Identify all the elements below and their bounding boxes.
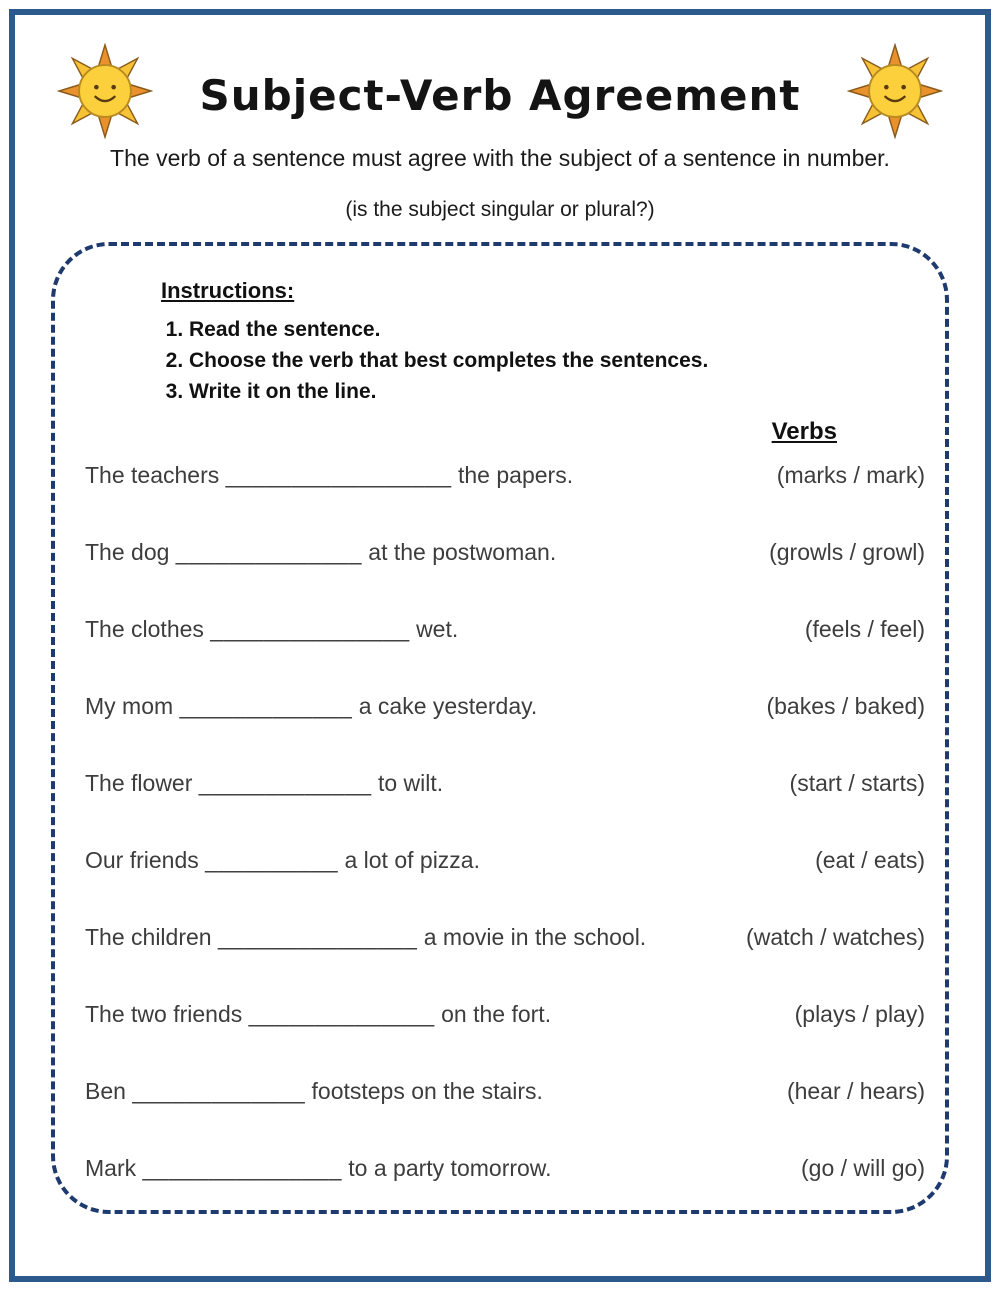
verb-options: (start / starts) [789,770,925,796]
exercise-row [85,537,925,567]
instruction-step: 1. Read the sentence. [189,318,929,342]
instruction-step: 2. Choose the verb that best completes the sentences. [189,349,929,373]
sentence-before: The flower [85,770,193,796]
question-text: (is the subject singular or plural?) [345,198,655,221]
sentence [85,691,537,721]
verb-options: (go / will go) [801,1155,925,1181]
exercise-list [71,460,929,1183]
answer-blank[interactable]: _______________ [217,924,418,950]
answer-blank[interactable]: ______________ [248,1001,435,1027]
exercise-row [85,460,925,490]
exercise-row [85,1076,925,1106]
page-title: Subject-Verb Agreement [199,70,801,120]
exercise-row [85,768,925,798]
exercise-row [85,845,925,875]
sentence [85,845,480,875]
verb-options: (feels / feel) [804,616,925,642]
sentence-before: Ben [85,1078,126,1104]
sentence-after: to a party tomorrow. [348,1155,552,1181]
answer-blank[interactable]: _______________ [210,616,410,642]
sentence-before: The children [85,924,212,950]
sentence-after: the papers. [458,462,574,488]
sentence [85,460,573,490]
instructions-list [161,318,929,404]
exercise-row [85,614,925,644]
sentence-after: a lot of pizza. [344,847,480,873]
worksheet-box [51,242,949,1214]
sentence [85,537,556,567]
sentence-after: on the fort. [441,1001,552,1027]
worksheet-page [9,9,991,1282]
answer-blank[interactable]: ______________ [175,539,362,565]
sun-icon [847,43,943,139]
verb-options: (growls / growl) [769,539,925,565]
sentence-before: My mom [85,693,174,719]
exercise-row [85,1153,925,1183]
sentence-after: wet. [416,616,459,642]
answer-blank[interactable]: _______________ [142,1155,342,1181]
answer-blank[interactable]: _____________ [179,693,353,719]
verb-options: (eat / eats) [815,847,925,873]
sentence-after: a movie in the school. [423,924,647,950]
answer-blank[interactable]: _____________ [132,1078,306,1104]
sentence [85,1076,543,1106]
sentence-after: to wilt. [377,770,444,796]
sentence [85,1153,552,1183]
verb-options: (marks / mark) [776,462,925,488]
answer-blank[interactable]: __________ [205,847,339,873]
answer-blank[interactable]: _________________ [225,462,452,488]
subtitle-text: The verb of a sentence must agree with the subject of a sentence in number. [110,145,890,171]
sentence-before: Our friends [85,847,199,873]
verb-options: (hear / hears) [786,1078,925,1104]
sentence [85,999,551,1029]
sentence [85,922,646,952]
sentence-after: a cake yesterday. [358,693,538,719]
sentence [85,768,443,798]
answer-blank[interactable]: _____________ [198,770,372,796]
sentence-before: The clothes [85,616,204,642]
sun-icon [57,43,153,139]
sentence-after: footsteps on the stairs. [311,1078,543,1104]
instructions-heading: Instructions: [161,278,295,303]
sentence-before: The teachers [85,462,220,488]
verb-options: (bakes / baked) [766,693,925,719]
verb-options: (watch / watches) [746,924,925,950]
instruction-step: 3. Write it on the line. [189,380,929,404]
sentence-before: The two friends [85,1001,243,1027]
exercise-row [85,691,925,721]
header [15,43,985,139]
sentence-before: Mark [85,1155,137,1181]
exercise-row [85,922,925,952]
sentence-after: at the postwoman. [368,539,557,565]
sentence [85,614,458,644]
sentence-before: The dog [85,539,170,565]
verbs-column-header: Verbs [771,418,837,445]
verb-options: (plays / play) [794,1001,925,1027]
instructions [161,278,929,404]
exercise-row [85,999,925,1029]
